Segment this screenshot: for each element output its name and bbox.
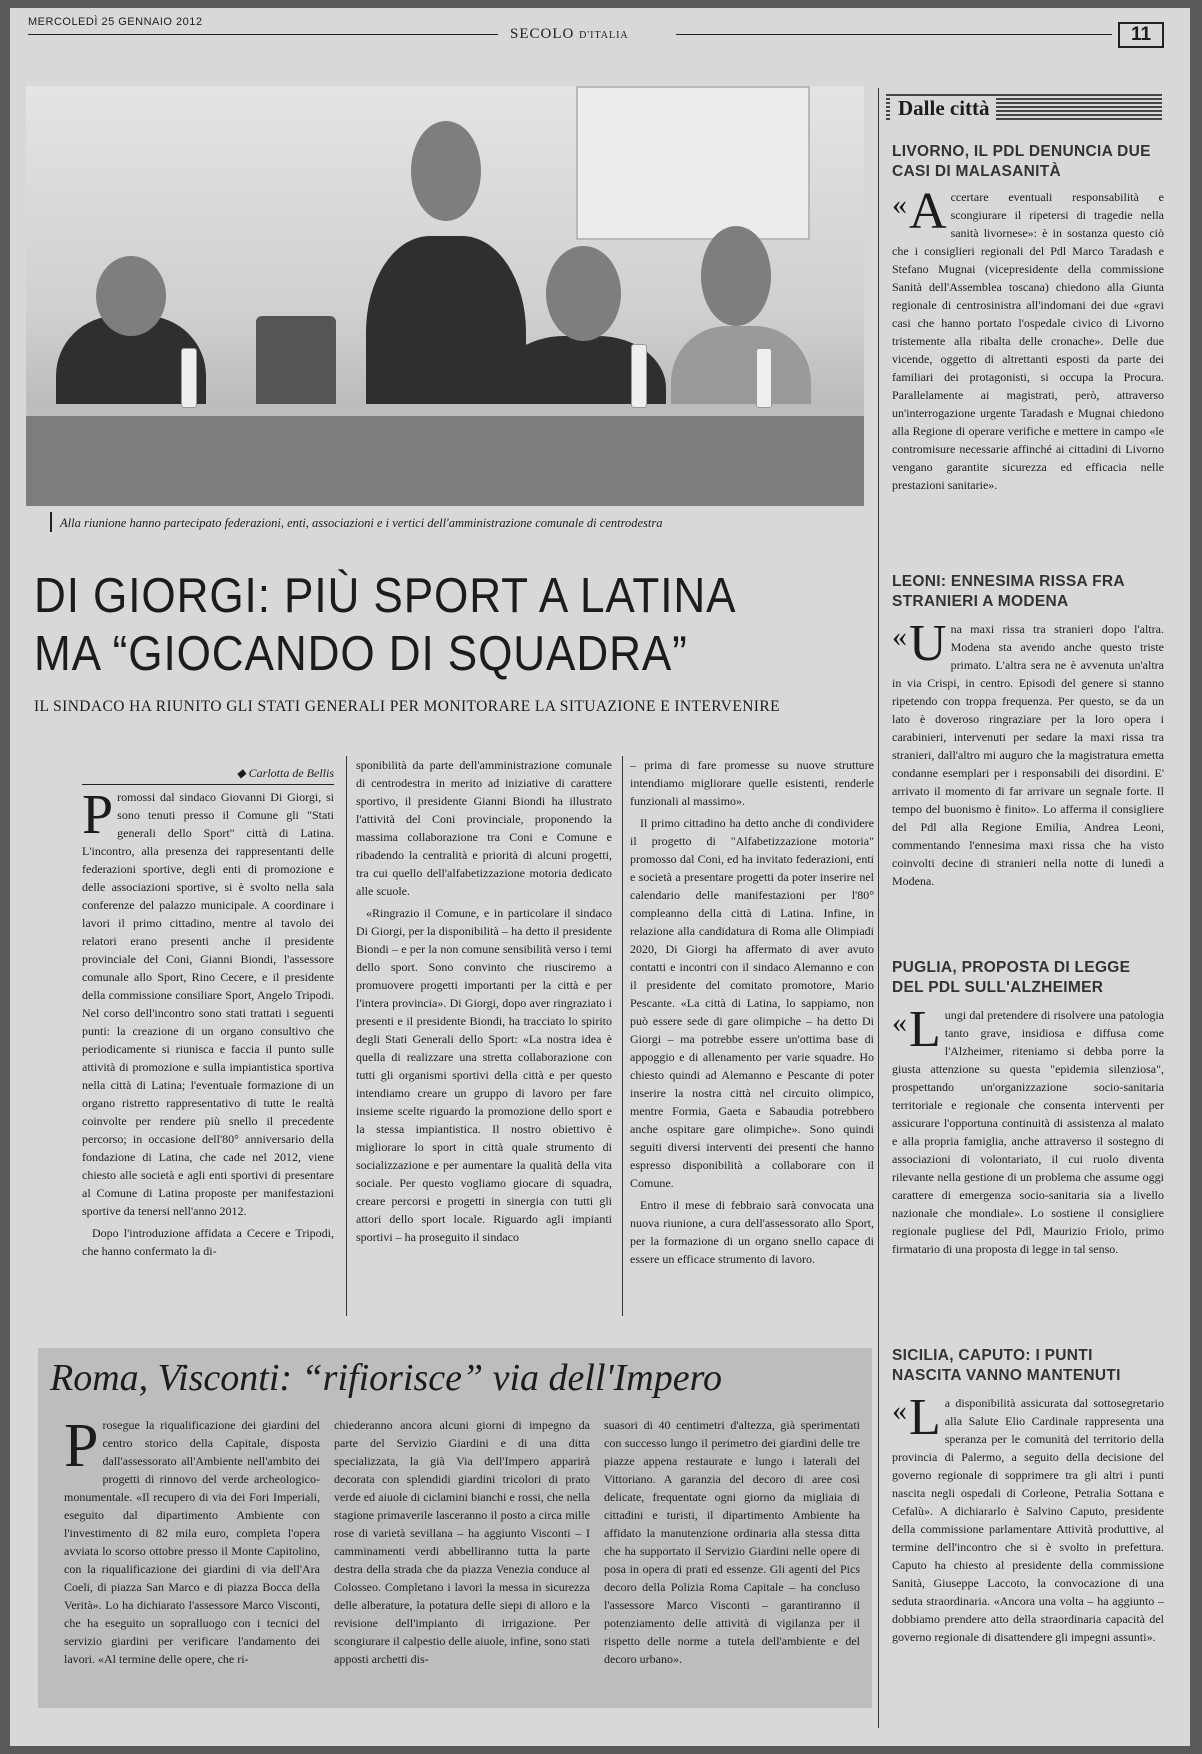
main-column-2: sponibilità da parte dell'amministrazione comunale di centrodestra in merito ad iniziative di carattere sportivo, il presidente Gianni Biondi ha illustrato l'attività del Coni provinciale, proponendo la massima collaborazione tra Coni e Comune e ribadendo la centralità e priorità di alcuni progetti, tra cui quello dell'alfabetizzazione motoria dedicato alle scuole. «Ringrazio il Comune, e in particolare il sindaco Di Giorgi, per la disponibilità – ha detto il presidente Biondi – e per la non comune sensibilità verso i temi dello sport. Sono convinto che riusciremo a promuovere progetti importanti per la città e per l'intera provincia». Di Giorgi, dopo aver ringraziato i presenti e il presidente Biondi, ha tracciato lo spirito degli Stati Generali dello Sport: «La nostra idea è quella di realizzare una stretta collaborazione con tutti gli organismi sportivi della città e per questo intendiamo creare un gruppo di lavoro per fare insieme scelte riguardo la promozione dello sport e la stessa impiantistica. Il nostro obiettivo è migliorare lo sport in città quale strumento di socializzazione e per aumentare la qualità della vita sociale. Per questo vogliamo giocare di squadra, creare percorsi e progetti in sinergia con tutti gli attori dello sport locale. Riguardo agli impianti sportivi – ha proseguito il sindaco: [356, 758, 612, 1244]
sidebar-article-1-head: LIVORNO, IL PDL DENUNCIA DUE CASI DI MALASANITÀ: [892, 143, 1151, 180]
header-rule-left: [28, 34, 498, 35]
sidebar-article-4-head: SICILIA, CAPUTO: I PUNTI NASCITA VANNO MANTENUTI: [892, 1347, 1121, 1384]
sidebar-article-3-head: PUGLIA, PROPOSTA DI LEGGE DEL PDL SULL'ALZHEIMER: [892, 959, 1131, 996]
publication-title: SECOLO: [510, 26, 575, 42]
newspaper-page: [10, 8, 1190, 1746]
photo-caption: Alla riunione hanno partecipato federazioni, enti, associazioni e i vertici dell'amministrazione comunale di centrodestra: [60, 516, 663, 530]
boxed-article-headline: Roma, Visconti: “rifiorisce” via dell'Impero: [50, 1357, 722, 1399]
sidebar-article-2-body: « U na maxi rissa tra stranieri dopo l'altra. Modena sta avendo anche questo triste primato. L'altra sera ne è avvenuta un'altra in via Crispi, in centro. Episodi del genere si stanno ripetendo con troppa frequenza. Per questo, se da un lato è doveroso ringraziare per la loro opera i carabinieri, intervenuti per sedare la maxi rissa tra stranieri, dall'altro mi auguro che la magistratura emetta condanne esemplari per i responsabili dei disordini. E' arrivato il momento di far arrivare un segnale forte. Il tempo del buonismo è finito». Lo afferma il consigliere del Pdl alla Regione Emilia, Andrea Leoni, commentando l'ennesima maxi rissa che ha visto coinvolti decine di stranieri nella notte di lunedì a Modena.: [892, 620, 1164, 888]
sidebar-title: Dalle città: [890, 96, 996, 121]
meeting-photo: [26, 86, 864, 506]
publication-suffix: D'ITALIA: [579, 30, 629, 41]
header-date: MERCOLEDÌ 25 GENNAIO 2012: [28, 16, 203, 28]
sidebar-article-2-head: LEONI: ENNESIMA RISSA FRA STRANIERI A MODENA: [892, 573, 1125, 610]
boxed-column-3: suasori di 40 centimetri d'altezza, già sperimentati con successo lungo il perimetro dei giardini delle tre piazze appena restaurate e lungo i laterali del Vittoriano. A garanzia del decoro di aree così delicate, frequentate ogni giorno da migliaia di cittadini e turisti, il dipartimento Ambiente ha affidato la manutenzione ordinaria alla stessa ditta che ha supportato il Servizio Giardini nelle opere di posa in opera di prati ed essenze. Gli agenti del Pics decoro della Polizia Roma Capitale – ha concluso l'assessore Marco Visconti – garantiranno il potenziamento delle attività di vigilanza per il rispetto delle norme a tutela dell'ambiente e del decoro urbano».: [604, 1418, 860, 1666]
main-column-3: – prima di fare promesse su nuove strutture intendiamo migliorare quelle esistenti, renderle funzionali al massimo». Il primo cittadino ha detto anche di condividere il progetto di "Alfabetizzazione motoria" promosso dal Coni, ed ha invitato federazioni, enti e società a presentare progetti da poter inserire nel calendario delle manifestazioni per l'80° compleanno della città di Latina. Infine, in relazione alla candidatura di Roma alle Olimpiadi 2020, Di Giorgi ha affermato di aver avuto contatti e incontri con il sindaco Alemanno e con il presidente del comitato promotore, Mario Pescante. «La città di Latina, lo sappiamo, non può essere sede di gare olimpiche – ha detto Di Giorgi – ma potrebbe essere un'ottima base di appoggio e di allenamento per varie squadre. Ho chiesto quindi ad Alemanno e Pescante di poter inserire la nostra città nel circuito olimpico, mentre Formia, Gaeta e Sabaudia potrebbero anche ospitare gare olimpiche». Sono quindi seguiti diversi interventi dei presenti che hanno espresso disponibilità a collaborare con il Comune. Entro il mese di febbraio sarà convocata una nuova riunione, a cura dell'assessorato allo Sport, per la formazione di un organo snello capace di essere un efficace strumento di lavoro.: [630, 758, 874, 1266]
publication-name: [510, 26, 629, 43]
subheadline: IL SINDACO HA RIUNITO GLI STATI GENERALI PER MONITORARE LA SITUAZIONE E INTERVENIRE: [34, 698, 780, 715]
sidebar-article-1-body: « A ccertare eventuali responsabilità e scongiurare il ripetersi di tragedie nella sanità livornese»: è in sostanza questo ciò che i consiglieri regionali del Pdl Marco Taradash e Stefano Mugnai (vicepresidente della commissione Sanità dell'Assemblea toscana) chiedono alla Giunta regionale di centrosinistra all'indomani dei due «gravi casi che hanno portato l'ospedale civico di Livorno tristemente alla ribalta delle cronache». Delle due vicende, oggetto di altrettanti esposti da parte dei familiari dei protagonisti, si occupa la Procura. Parallelamente ai magistrati, però, attraverso un'interrogazione urgente Taradash e Mugnai chiedono alla Regione di operare verifiche e mettere in campo «le contromisure necessarie affinché ai cittadini di Livorno vengano garantite sicurezza ed efficacia nelle prestazioni sanitarie».: [892, 188, 1164, 492]
dropcap: P: [82, 788, 114, 846]
byline: ◆ Carlotta de Bellis: [82, 766, 334, 785]
projection-screen: [576, 86, 810, 240]
headline-line-2: MA “GIOCANDO DI SQUADRA”: [34, 627, 688, 681]
boxed-column-2: chiederanno ancora alcuni giorni di impegno da parte del Servizio Giardini e di una ditta specializzata, la già Via dell'Impero apparirà decorata con splendidi giardini tricolori di prato verde ed aiuole di ciclamini bianchi e rossi, che nella stagione primaverile lasceranno il posto a circa mille rose di varietà sevillana – ha aggiunto Visconti – I camminamenti verdi abbelliranno tutta la parte destra della strada che da piazza Venezia conduce al Colosseo. Completano i lavori la messa in sicurezza delle alberature, la potatura delle siepi di alloro e la revisione dell'impianto di irrigazione. Per scongiurare il calpestio delle aiuole, infine, sono stati apposti archetti dis-: [334, 1418, 590, 1666]
headline-line-1: DI GIORGI: PIÙ SPORT A LATINA: [34, 569, 737, 623]
main-column-1: Promossi dal sindaco Giovanni Di Giorgi, si sono tenuti presso il Comune gli "Stati generali dello Sport" città di Latina. L'incontro, alla presenza dei rappresentanti delle federazioni sportive, degli enti di promozione e delle associazioni sportive, si è svolto nella sala conferenze del palazzo municipale. A coordinare i lavori il primo cittadino, mentre al tavolo dei relatori erano presenti anche il presidente provinciale del Coni, Gianni Biondi, l'assessore comunale allo Sport, Rino Cecere, e il presidente della commissione consiliare Sport, Angelo Tripodi. Nel corso dell'incontro sono stati trattati i seguenti punti: la creazione di un organo consultivo che periodicamente si riunisca e faccia il punto sulle attività di promozione e sulla impiantistica sportiva nella città di Latina; l'eventuale formazione di un organo ristretto rappresentativo di tutte le realtà coinvolte per rendere più snello il precedente percorso; in occasione dell'80° anniversario della fondazione di Latina, che cade nel 2012, viene chiesto alle società e agli enti sportivi di presentare al Comune di Latina proposte per manifestazioni sportive da tenersi nell'anno 2012. Dopo l'introduzione affidata a Cecere e Tripodi, che hanno confermato la di-: [82, 788, 334, 1258]
page-number: 11: [1118, 22, 1164, 48]
boxed-dropcap: P: [64, 1416, 99, 1480]
conference-table: [26, 416, 864, 506]
sidebar-article-4-body: « L a disponibilità assicurata dal sottosegretario alla Salute Elio Cardinale rappresenta una speranza per le comunità del territorio della provincia di Palermo, a seguito della decisione del governo regionale di sopprimere tra gli altri i punti nascita negli ospedali di Corleone, Petralia Sottana e Cefalù». A dichiararlo è Salvino Caputo, presidente della commissione parlamentare Attività produttive, al termine dell'incontro che si è svolto in prefettura. Caputo ha chiesto al presidente della commissione Sanità, Giuseppe Laccoto, la convocazione di una seduta straordinaria. «Ancora una volta – ha aggiunto – dobbiamo prendere atto della straordinaria capacità del governo regionale di disattendere gli impegni assunti».: [892, 1394, 1164, 1644]
sidebar-article-3-body: « L ungi dal pretendere di risolvere una patologia tanto grave, insidiosa e diffusa come l'Alzheimer, riteniamo si debba porre la giusta attenzione su questa "epidemia silenziosa", prospettando un'organizzazione socio-sanitaria territoriale e regionale che consenta interventi per assicurare l'opportuna continuità di assistenza al malato e alla propria famiglia, anche attraverso il sostegno di associazioni di volontariato, il cui ruolo diventa rilevante nella gestione di un problema che assume oggi carattere di emergenza socio-sanitaria sia a livello nazionale che mondiale». Lo sostiene il consigliere regionale pugliese del Pdl, Maurizio Friolo, primo firmatario di una proposta di legge in tal senso.: [892, 1006, 1164, 1256]
boxed-column-1: Prosegue la riqualificazione dei giardini del centro storico della Capitale, disposta dall'assessorato all'Ambiente nell'ambito dei progetti di rinnovo del verde archeologico-monumentale. «Il recupero di via dei Fori Imperiali, eseguito dal dipartimento Ambiente con l'investimento di 82 mila euro, completa l'opera avviata lo scorso ottobre presso il Monte Capitolino, con la riqualificazione dei giardini di via dell'Ara Coeli, di piazza San Marco e di piazza Bocca della Verità». Lo ha dichiarato l'assessore Marco Visconti, che ha eseguito un sopralluogo con i tecnici del servizio giardini per verificare l'andamento dei lavori. «Al termine delle opere, che ri-: [64, 1416, 320, 1666]
header-rule-right: [676, 34, 1112, 35]
